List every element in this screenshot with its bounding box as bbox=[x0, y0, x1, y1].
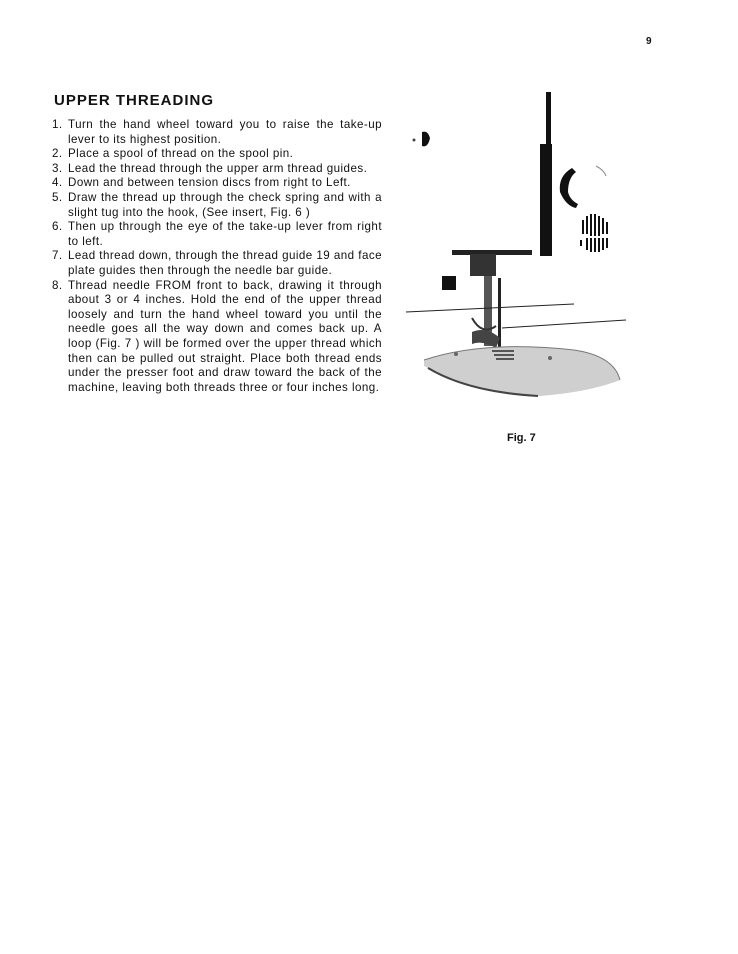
figure-7 bbox=[400, 88, 640, 408]
step-text: Draw the thread up through the check spring and with a slight tug into the hook, (See insert, Fig. 6 ) bbox=[68, 190, 382, 219]
step-text: Down and between tension discs from right to Left. bbox=[68, 176, 351, 190]
step-text: Thread needle FROM front to back, drawing it through about 3 or 4 inches. Hold the end of the upper thread loosely and turn the hand wheel toward you until the needle goes all the way down and comes back up. A loop (Fig. 7 ) will be formed over the upper thread which then can be pulled out straight. Place both thread ends under the presser foot and draw toward the back of the machine, leaving both threads three or four inches long. bbox=[68, 278, 382, 394]
step-item bbox=[52, 147, 382, 162]
lower-thread bbox=[502, 320, 626, 328]
threading-steps bbox=[52, 118, 382, 395]
step-text: Place a spool of thread on the spool pin. bbox=[68, 147, 294, 161]
step-number: 5. bbox=[52, 190, 63, 204]
figure-caption: Fig. 7 bbox=[507, 432, 536, 444]
step-number: 1. bbox=[52, 118, 63, 131]
step-item bbox=[52, 176, 382, 191]
step-item bbox=[52, 191, 382, 220]
vent-slots bbox=[580, 214, 608, 252]
step-text: Lead the thread through the upper arm thread guides. bbox=[68, 161, 368, 175]
step-item bbox=[52, 249, 382, 278]
step-number: 2. bbox=[52, 147, 63, 161]
tension-dial bbox=[560, 168, 578, 208]
step-text: Then up through the eye of the take-up lever from right to left. bbox=[68, 220, 382, 248]
step-item bbox=[52, 279, 382, 396]
step-number: 4. bbox=[52, 176, 63, 190]
step-number: 3. bbox=[52, 161, 63, 175]
machine-arm-bar bbox=[546, 92, 551, 152]
step-number: 8. bbox=[52, 278, 63, 292]
step-item bbox=[52, 118, 382, 147]
step-item bbox=[52, 162, 382, 177]
step-number: 7. bbox=[52, 249, 63, 263]
section-title: UPPER THREADING bbox=[54, 92, 215, 109]
page-number: 9 bbox=[646, 36, 652, 47]
thread-guide-knob bbox=[422, 132, 430, 147]
step-text: Turn the hand wheel toward you to raise the take-up lever to its highest position. bbox=[68, 118, 382, 146]
step-text: Lead thread down, through the thread guide 19 and face plate guides then through the needle bar guide. bbox=[68, 249, 382, 277]
step-item bbox=[52, 220, 382, 249]
machine-face-plate bbox=[540, 144, 552, 256]
step-number: 6. bbox=[52, 220, 63, 234]
sewing-machine-needle-photo bbox=[400, 88, 640, 408]
